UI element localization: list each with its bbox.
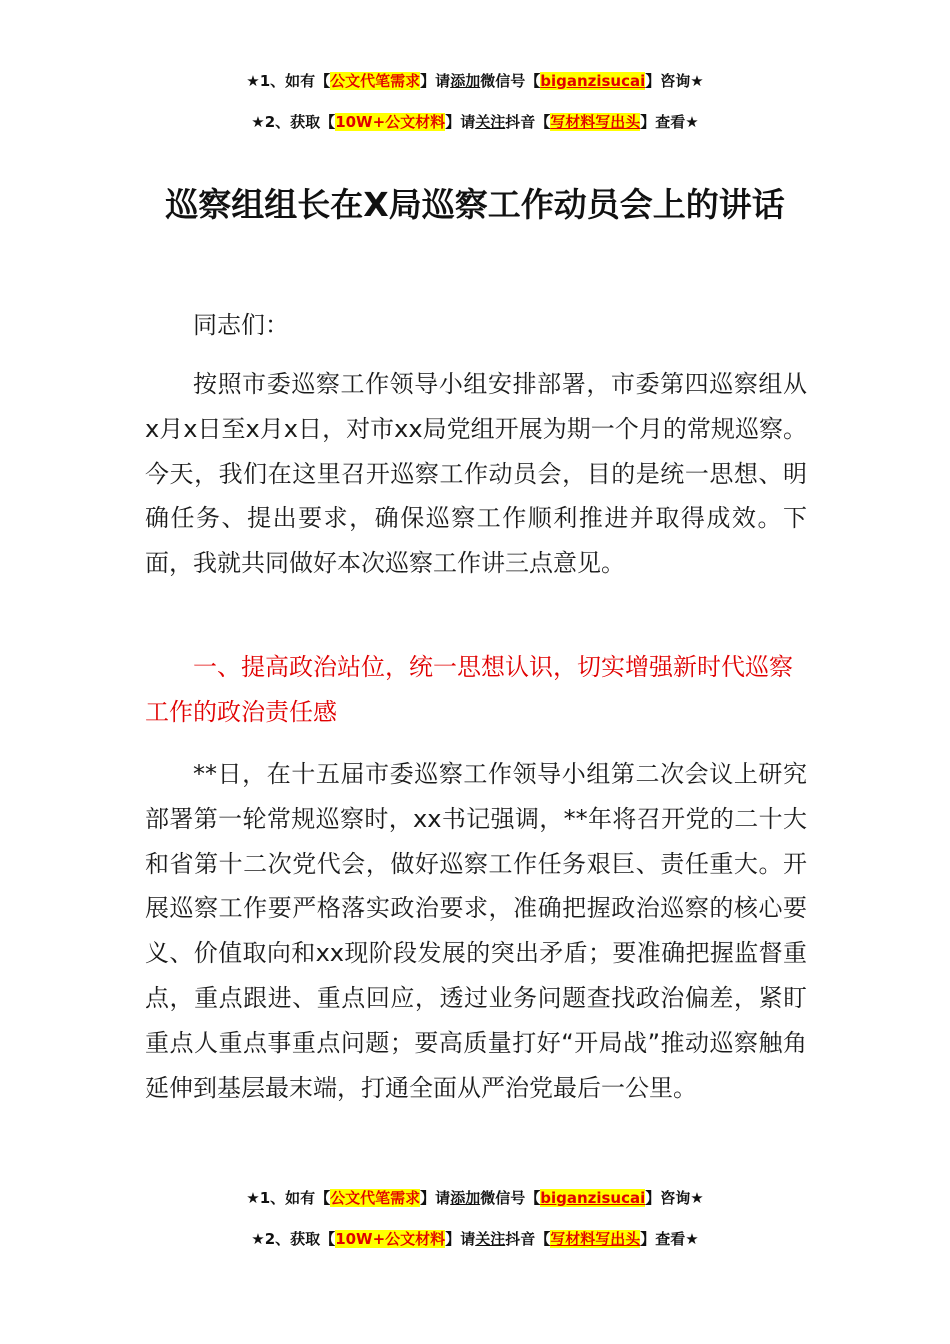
- promo-douyin-id: 写材料写出头: [550, 113, 641, 131]
- promo-underlined: 添加: [450, 72, 481, 90]
- promo-text: 微信号【: [480, 72, 541, 90]
- promo-text: 】请: [445, 1230, 476, 1248]
- promo-underlined: 关注: [475, 1230, 506, 1248]
- promo-text: 微信号【: [480, 1189, 541, 1207]
- promo-highlight: 公文代笔需求: [330, 72, 421, 90]
- promo-line-2-top: [0, 111, 950, 132]
- promo-highlight: 10W+公文材料: [335, 1230, 446, 1248]
- promo-douyin-id: 写材料写出头: [550, 1230, 641, 1248]
- promo-line-1-top: [0, 70, 950, 91]
- paragraph-section-1: **日，在十五届市委巡察工作领导小组第二次会议上研究部署第一轮常规巡察时，xx书记强调，**年将召开党的二十大和省第十二次党代会，做好巡察工作任务艰巨、责任重大。开展巡察工作要严格落实政治要求，准确把握政治巡察的核心要义、价值取向和xx现阶段发展的突出矛盾；要准确把握监督重点，重点跟进、重点回应，透过业务问题查找政治偏差，紧盯重点人重点事重点问题；要高质量打好“开局战”推动巡察触角延伸到基层最末端，打通全面从严治党最后一公里。: [145, 760, 807, 1102]
- promo-text: ★1、如有【: [246, 72, 331, 90]
- section-heading-1: 一、提高政治站位，统一思想认识，切实增强新时代巡察工作的政治责任感: [145, 653, 793, 726]
- promo-text: 】咨询★: [645, 72, 704, 90]
- promo-wechat-id: biganzisucai: [540, 1189, 646, 1207]
- promo-line-1-bottom: [0, 1187, 950, 1208]
- promo-wechat-id: biganzisucai: [540, 72, 646, 90]
- promo-line-2-bottom: [0, 1228, 950, 1249]
- document-title: 巡察组组长在X局巡察工作动员会上的讲话: [165, 185, 785, 224]
- promo-underlined: 关注: [475, 113, 506, 131]
- promo-text: 】请: [420, 72, 451, 90]
- promo-text: ★1、如有【: [246, 1189, 331, 1207]
- promo-text: 抖音【: [505, 113, 551, 131]
- promo-text: ★2、获取【: [251, 1230, 336, 1248]
- promo-underlined: 添加: [450, 1189, 481, 1207]
- promo-text: 】请: [420, 1189, 451, 1207]
- promo-highlight: 公文代笔需求: [330, 1189, 421, 1207]
- promo-text: 抖音【: [505, 1230, 551, 1248]
- promo-highlight: 10W+公文材料: [335, 113, 446, 131]
- promo-text: 】查看★: [640, 113, 699, 131]
- promo-text: 】咨询★: [645, 1189, 704, 1207]
- paragraph-intro: 按照市委巡察工作领导小组安排部署，市委第四巡察组从x月x日至x月x日，对市xx局党组开展为期一个月的常规巡察。今天，我们在这里召开巡察工作动员会，目的是统一思想、明确任务、提出要求，确保巡察工作顺利推进并取得成效。下面，我就共同做好本次巡察工作讲三点意见。: [145, 370, 807, 578]
- promo-text: 】请: [445, 113, 476, 131]
- salutation: 同志们：: [193, 311, 289, 339]
- promo-text: ★2、获取【: [251, 113, 336, 131]
- promo-text: 】查看★: [640, 1230, 699, 1248]
